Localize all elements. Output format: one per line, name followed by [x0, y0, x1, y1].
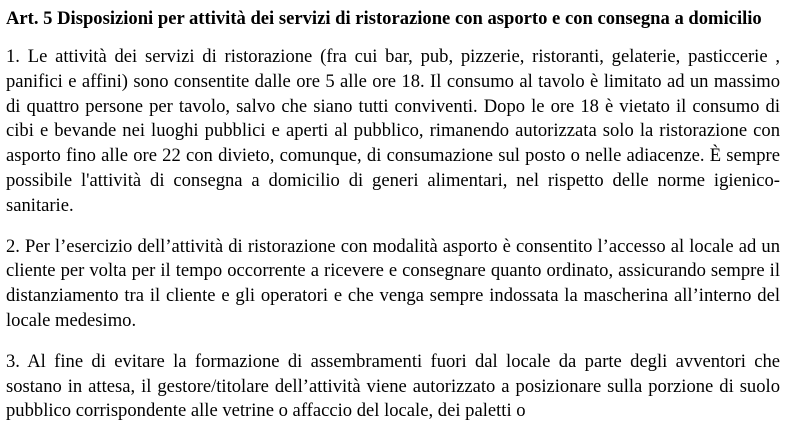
- article-title: Art. 5 Disposizioni per attività dei servizi di ristorazione con asporto e con consegna a domicilio: [6, 8, 762, 29]
- paragraph-1: 1. Le attività dei servizi di ristorazione (fra cui bar, pub, pizzerie, ristoranti, gelaterie, pasticcerie , panifici e affini) sono consentite dalle ore 5 alle ore 18. Il consumo al tavolo è limitato ad un massimo di quattro persone per tavolo, salvo che siano tutti conviventi. Dopo le ore 18 è vietato il consumo di cibi e bevande nei luoghi pubblici e aperti al pubblico, rimanendo autorizzata solo la ristorazione con asporto fino alle ore 22 con divieto, comunque, di consumazione sul posto o nelle adiacenze. È sempre possibile l'attività di consegna a domicilio di generi alimentari, nel rispetto delle norme igienico- sanitarie.: [6, 46, 780, 216]
- paragraph-3: 3. Al fine di evitare la formazione di assembramenti fuori dal locale da parte degli avventori che sostano in attesa, il gestore/titolare dell’attività viene autorizzato a posizionare sulla porzione di suolo pubblico corrispondente alle vetrine o affaccio del locale, dei paletti o: [6, 350, 780, 422]
- paragraph-2: 2. Per l’esercizio dell’attività di ristorazione con modalità asporto è consentito l’accesso al locale ad un cliente per volta per il tempo occorrente a ricevere e consegnare quanto ordinato, assicurando sempre il distanziamento tra il cliente e gli operatori e che venga sempre indossata la mascherina all’interno del locale medesimo.: [6, 235, 780, 331]
